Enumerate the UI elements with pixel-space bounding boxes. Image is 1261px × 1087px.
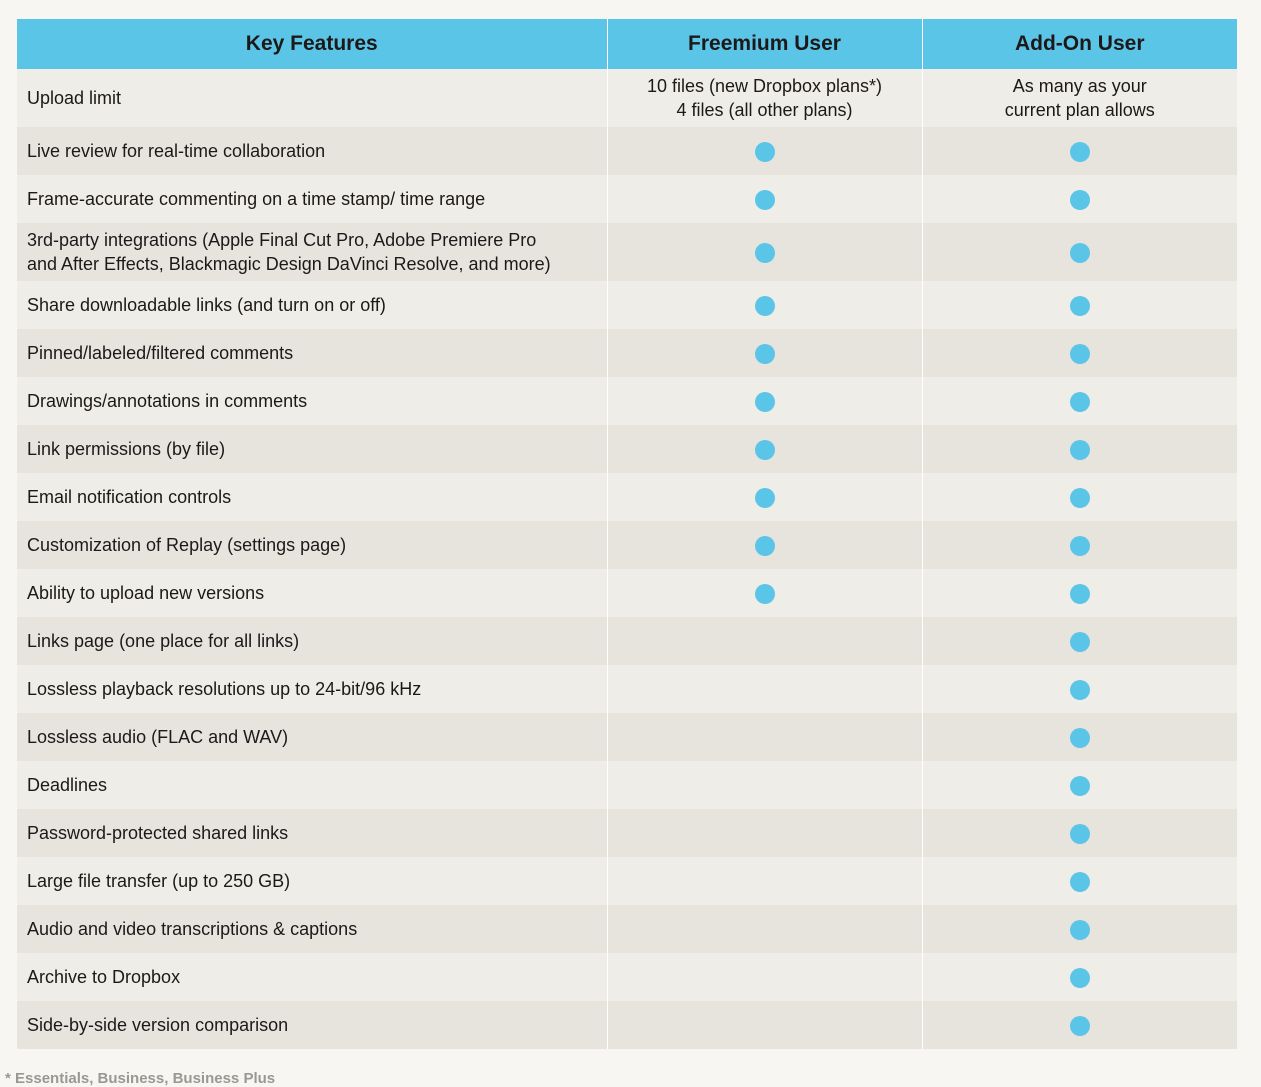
feature-label-line1: Ability to upload new versions [27, 583, 265, 603]
feature-label [17, 223, 607, 281]
feature-label-line1: Archive to Dropbox [27, 967, 181, 987]
included-dot-icon [1070, 776, 1090, 796]
included-dot-icon [1070, 142, 1090, 162]
table-row [17, 281, 1237, 329]
included-dot-icon [1070, 728, 1090, 748]
included-dot-icon [755, 440, 775, 460]
table-row [17, 473, 1237, 521]
feature-label-line1: Lossless audio (FLAC and WAV) [27, 727, 289, 747]
freemium-cell [607, 617, 922, 665]
addon-cell [922, 713, 1237, 761]
addon-cell [922, 569, 1237, 617]
included-dot-icon [1070, 392, 1090, 412]
feature-label-line1: Large file transfer (up to 250 GB) [27, 871, 291, 891]
comparison-table [17, 19, 1237, 1049]
addon-cell [922, 665, 1237, 713]
feature-label-line1: Side-by-side version comparison [27, 1015, 289, 1035]
freemium-cell [607, 281, 922, 329]
included-dot-icon [755, 584, 775, 604]
addon-cell [922, 281, 1237, 329]
feature-label-line1: Link permissions (by file) [27, 439, 226, 459]
feature-label [17, 377, 607, 425]
table-row-upload-limit [17, 69, 1237, 127]
table-row [17, 1001, 1237, 1049]
included-dot-icon [755, 243, 775, 263]
included-dot-icon [1070, 680, 1090, 700]
feature-label [17, 281, 607, 329]
addon-cell [922, 127, 1237, 175]
feature-label-line1: Frame-accurate commenting on a time stamp/ time range [27, 189, 486, 209]
feature-label-line1: Links page (one place for all links) [27, 631, 300, 651]
addon-upload-line2: current plan allows [1004, 100, 1155, 120]
feature-label-line1: Email notification controls [27, 487, 232, 507]
freemium-cell [607, 905, 922, 953]
feature-label [17, 665, 607, 713]
addon-cell [922, 175, 1237, 223]
addon-cell [922, 223, 1237, 281]
feature-label [17, 953, 607, 1001]
feature-label-line1: Pinned/labeled/filtered comments [27, 343, 294, 363]
addon-cell [922, 521, 1237, 569]
freemium-cell [607, 857, 922, 905]
feature-label [17, 713, 607, 761]
addon-cell [922, 377, 1237, 425]
freemium-cell [607, 127, 922, 175]
feature-label [17, 521, 607, 569]
included-dot-icon [1070, 872, 1090, 892]
addon-cell [922, 473, 1237, 521]
included-dot-icon [1070, 243, 1090, 263]
included-dot-icon [1070, 920, 1090, 940]
feature-label [17, 329, 607, 377]
included-dot-icon [1070, 632, 1090, 652]
feature-label [17, 175, 607, 223]
included-dot-icon [755, 142, 775, 162]
freemium-cell [607, 329, 922, 377]
table-row [17, 377, 1237, 425]
addon-cell [922, 761, 1237, 809]
feature-label [17, 905, 607, 953]
addon-cell [922, 1001, 1237, 1049]
freemium-cell [607, 761, 922, 809]
addon-cell [922, 905, 1237, 953]
freemium-cell [607, 1001, 922, 1049]
freemium-cell [607, 425, 922, 473]
included-dot-icon [755, 296, 775, 316]
included-dot-icon [1070, 584, 1090, 604]
header-add-on-user: Add-On User [922, 19, 1237, 69]
table-row [17, 175, 1237, 223]
footnote: * Essentials, Business, Business Plus [5, 1070, 276, 1087]
table-row [17, 127, 1237, 175]
table-row [17, 425, 1237, 473]
included-dot-icon [1070, 1016, 1090, 1036]
header-freemium-user: Freemium User [607, 19, 922, 69]
included-dot-icon [755, 190, 775, 210]
feature-label: Upload limit [17, 69, 607, 127]
included-dot-icon [1070, 824, 1090, 844]
included-dot-icon [1070, 344, 1090, 364]
addon-cell [922, 617, 1237, 665]
table-row [17, 809, 1237, 857]
table-row [17, 761, 1237, 809]
feature-label [17, 425, 607, 473]
feature-label [17, 1001, 607, 1049]
feature-label-line1: Lossless playback resolutions up to 24-bit/96 kHz [27, 679, 422, 699]
feature-comparison [17, 19, 1237, 1049]
table-row [17, 223, 1237, 281]
freemium-cell [607, 377, 922, 425]
freemium-cell [607, 521, 922, 569]
addon-cell [922, 857, 1237, 905]
included-dot-icon [1070, 488, 1090, 508]
addon-cell [922, 809, 1237, 857]
freemium-cell [607, 809, 922, 857]
included-dot-icon [1070, 536, 1090, 556]
feature-label [17, 569, 607, 617]
feature-label [17, 857, 607, 905]
included-dot-icon [755, 488, 775, 508]
freemium-upload-line2: 4 files (all other plans) [676, 100, 853, 120]
table-row [17, 329, 1237, 377]
table-row [17, 617, 1237, 665]
addon-upload-limit [922, 69, 1237, 127]
feature-label-line1: Audio and video transcriptions & captions [27, 919, 358, 939]
feature-label [17, 617, 607, 665]
feature-label-line1: Deadlines [27, 775, 108, 795]
freemium-cell [607, 473, 922, 521]
feature-label [17, 761, 607, 809]
feature-label-line1: Drawings/annotations in comments [27, 391, 308, 411]
freemium-cell [607, 569, 922, 617]
table-row [17, 665, 1237, 713]
included-dot-icon [755, 344, 775, 364]
included-dot-icon [755, 392, 775, 412]
feature-label-line1: Customization of Replay (settings page) [27, 535, 347, 555]
feature-label-line1: Share downloadable links (and turn on or off) [27, 295, 386, 315]
freemium-upload-limit [607, 69, 922, 127]
feature-label-line1: Live review for real-time collaboration [27, 141, 326, 161]
addon-cell [922, 953, 1237, 1001]
addon-cell [922, 425, 1237, 473]
table-row [17, 713, 1237, 761]
freemium-cell [607, 223, 922, 281]
addon-upload-line1: As many as your [1012, 76, 1147, 96]
feature-label-line1: Password-protected shared links [27, 823, 289, 843]
freemium-cell [607, 175, 922, 223]
included-dot-icon [1070, 440, 1090, 460]
addon-cell [922, 329, 1237, 377]
feature-label [17, 809, 607, 857]
freemium-cell [607, 953, 922, 1001]
feature-label-line1: 3rd-party integrations (Apple Final Cut Pro, Adobe Premiere Pro [27, 230, 537, 250]
feature-label [17, 127, 607, 175]
included-dot-icon [1070, 968, 1090, 988]
table-row [17, 569, 1237, 617]
table-row [17, 953, 1237, 1001]
header-row [17, 19, 1237, 69]
freemium-cell [607, 665, 922, 713]
freemium-upload-line1: 10 files (new Dropbox plans*) [646, 76, 883, 96]
table-row [17, 857, 1237, 905]
table-row [17, 521, 1237, 569]
table-row [17, 905, 1237, 953]
freemium-cell [607, 713, 922, 761]
included-dot-icon [755, 536, 775, 556]
header-key-features: Key Features [17, 19, 607, 69]
included-dot-icon [1070, 190, 1090, 210]
included-dot-icon [1070, 296, 1090, 316]
feature-label-line2: and After Effects, Blackmagic Design DaVinci Resolve, and more) [27, 254, 551, 274]
feature-label [17, 473, 607, 521]
